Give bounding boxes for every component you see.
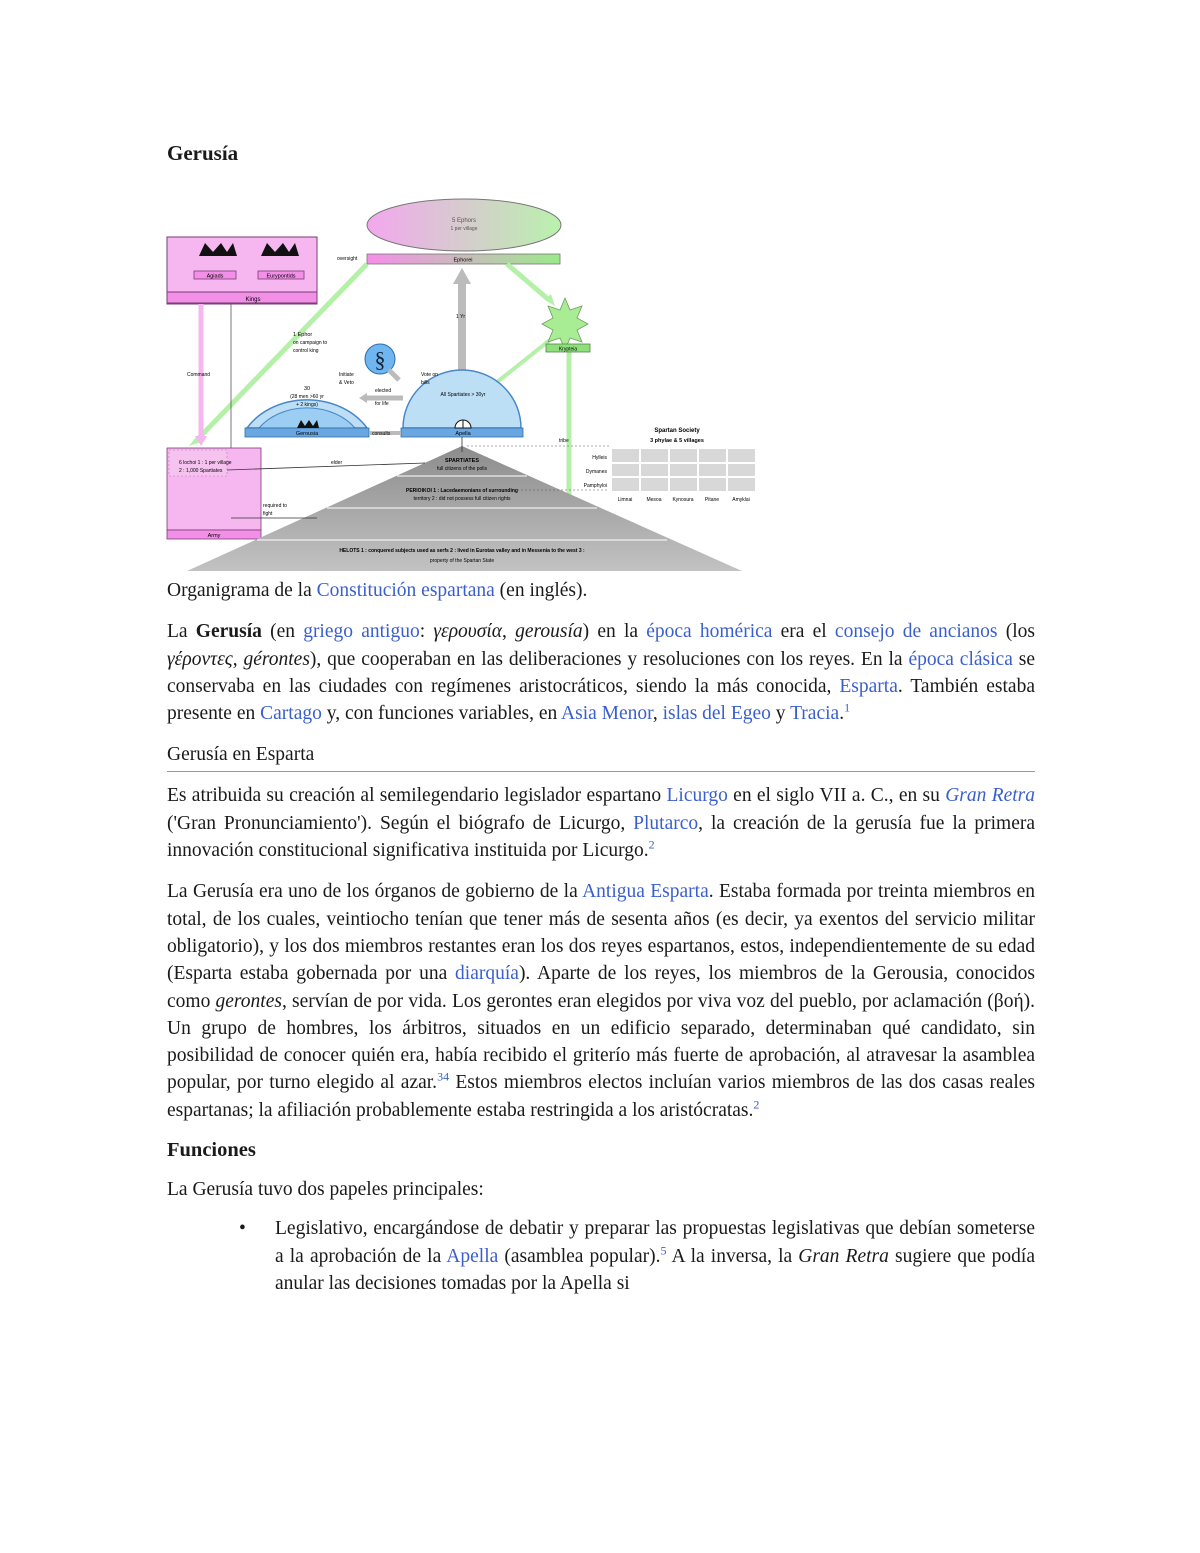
village-label: Pitane (704, 497, 720, 503)
paragraph-origin: Es atribuida su creación al semilegendario legislador espartano Licurgo en el siglo VII a. C., en su Gran Retra ('Gran Pronunciamiento'). Según el biógrafo de Licurgo, Plutarco, la creación de la gerusía fue la primera innovación constitucional significativa instituida por Licurgo.$^2$ (167, 785, 1036, 862)
svg-text:elder: elder (331, 460, 343, 466)
apella-label: Apella (455, 431, 471, 437)
organigram-figure (167, 170, 750, 573)
footnote-ref[interactable]: 1 (844, 700, 851, 715)
svg-text:bills: bills (421, 380, 430, 386)
spartiates-label: SPARTIATES (444, 458, 480, 464)
society-grid (611, 448, 756, 492)
lochoi-label: 6 lochoi 1 : 1 per village (179, 460, 232, 466)
link-esparta[interactable]: Esparta (839, 675, 898, 697)
paragraph-composition: La Gerusía era uno de los órganos de gobierno de la Antigua Esparta. Estaba formada por treinta miembros en total, de los cuales, veintiocho tenían que tener más de sesenta años (es decir, ya exentos del servicio militar obligatorio), y los dos miembros restantes eran los dos reyes espartanos, estos, independientemente de su edad (Esparta estaba gobernada por una diarquía). Aparte de los reyes, los miembros de la Gerousia, conocidos como gerontes, servían de por vida. Los gerontes eran elegidos por viva voz del pueblo, por aclamación (βοή). Un grupo de hombres, los árbitros, situados en un edificio separado, determinaban qué candidato, sin posibilidad de conocer quién era, había recibido el griterío más fuerte de aprobación, al atravesar la asamblea popular, por turno elegido al azar.$^{34}$ Estos miembros electos incluían varios miembros de las dos casas reales espartanas; la afiliación probablemente estaba restringida a los aristócratas.$^2$ (167, 881, 1036, 1121)
tribe-label: tribe (559, 438, 569, 444)
oversight-label: oversight (337, 256, 358, 262)
footnote-ref[interactable]: 5 (660, 1243, 667, 1258)
agiads-label: Agiads (206, 273, 224, 280)
spartiates-sub: full citizens of the polis (436, 466, 488, 472)
link-consejo-de-ancianos[interactable]: consejo de ancianos (834, 621, 998, 643)
list-item: • Legislativo, encargándose de debatir y preparar las propuestas legislativas que debían someterse a la aprobación de la Apella (asamblea popular).$^5$ A la inversa, la Gran Retra sugiere que podía anular las decisiones tomadas por la Apella si (275, 1215, 1035, 1297)
link-epoca-homerica[interactable]: época homérica (646, 621, 773, 643)
svg-text:(28 men >60 yr: (28 men >60 yr (290, 394, 324, 400)
page-title: Gerusía (167, 141, 239, 165)
perioikoi-label: PERIOIKOI 1 : Lacedaemonians of surrounding (406, 488, 518, 494)
link-plutarco[interactable]: Plutarco (633, 812, 699, 834)
command-label: Command (187, 372, 211, 378)
svg-text:30: 30 (303, 386, 311, 392)
footnote-ref[interactable]: 34 (437, 1069, 450, 1084)
army-label: Army (207, 533, 221, 539)
one-ephor-sub2: control king (293, 348, 319, 354)
ephors-label: 5 Ephors (451, 218, 477, 224)
perioikoi-sub: territory 2 : did not possess full citizen rights (413, 496, 511, 502)
link-licurgo[interactable]: Licurgo (666, 785, 728, 807)
one-ephor-label: 1 Ephor (293, 332, 313, 338)
helots-label: HELOTS 1 : conquered subjects used as serfs 2 : lived in Eurotas valley and in Messenia to the west 3 : (339, 548, 585, 554)
figure-caption: Organigrama de la Constitución espartana (en inglés). (167, 580, 588, 601)
svg-text:All Spartiates > 30yr: All Spartiates > 30yr (440, 392, 486, 398)
spartan-society-title: Spartan Society (654, 428, 700, 434)
document-page (167, 138, 1035, 1297)
lochoi2-label: 2 : 1,000 Spartiates (179, 468, 223, 474)
arrow-head (453, 268, 471, 284)
one-year-label: 1 Yr (456, 314, 466, 320)
required-label: required to (263, 503, 287, 509)
organigram-diagram (167, 170, 750, 573)
svg-text:& Veto: & Veto (339, 380, 354, 386)
link-asia-menor[interactable]: Asia Menor (561, 703, 653, 725)
krypteia-label: Krypteia (558, 346, 578, 353)
roles-list (167, 1215, 1035, 1297)
link-antigua-esparta[interactable]: Antigua Esparta (582, 881, 709, 903)
kings-bar (167, 292, 317, 303)
phylae-label: 3 phylae & 5 villages (650, 438, 704, 444)
village-label: Limnai (617, 497, 633, 503)
link-apella[interactable]: Apella (446, 1245, 499, 1267)
bullet-icon: • (239, 1218, 246, 1240)
village-label: Amyklai (732, 497, 750, 503)
svg-text:for life: for life (375, 401, 389, 407)
footnote-ref[interactable]: 2 (753, 1097, 760, 1112)
link-tracia[interactable]: Tracia (790, 703, 840, 725)
link-epoca-clasica[interactable]: época clásica (908, 648, 1013, 670)
gerousia-label: Gerousia (295, 431, 319, 437)
svg-text:Initiate: Initiate (339, 372, 354, 378)
svg-text:§: § (374, 347, 386, 372)
link-diarquia[interactable]: diarquía (455, 963, 519, 985)
link-islas-del-egeo[interactable]: islas del Egeo (662, 703, 771, 725)
svg-text:elected: elected (375, 388, 392, 394)
eurypontids-label: Eurypontids (266, 273, 296, 280)
footnote-ref[interactable]: 2 (648, 837, 655, 852)
pamphyloi-label: Pamphyloi (583, 483, 607, 489)
link-griego-antiguo[interactable]: griego antiguo (303, 621, 420, 643)
paragraph-roles-intro: La Gerusía tuvo dos papeles principales: (167, 1179, 484, 1201)
krypteia-arrow (507, 264, 549, 300)
section-heading-gerusia-esparta: Gerusía en Esparta (167, 741, 1035, 772)
fight-label: fight (263, 511, 273, 517)
svg-text:Vote on: Vote on (421, 372, 438, 378)
link-constitucion-espartana[interactable]: Constitución espartana (316, 580, 495, 601)
link-cartago[interactable]: Cartago (260, 703, 322, 725)
ephorei-label: Ephorei (453, 257, 473, 264)
svg-text:+ 2 kings): + 2 kings) (296, 402, 318, 408)
dymanes-label: Dymanes (585, 469, 607, 475)
village-label: Mesoa (646, 497, 662, 503)
ephors-sublabel: 1 per village (450, 226, 478, 232)
intro-paragraph: La Gerusía (en griego antiguo: γερουσία, gerousía) en la época homérica era el consejo de ancianos (los γέροντες, gérontes), que cooperaban en las deliberaciones y resoluciones con los reyes. En la época clásica se conservaba en las ciudades con regímenes aristocráticos, siendo la más conocida, Esparta. También estaba presente en Cartago y, con funciones variables, en Asia Menor, islas del Egeo y Tracia.$^1$ (167, 621, 1035, 725)
ephors-ellipse (367, 199, 561, 251)
link-gran-retra[interactable]: Gran Retra (945, 785, 1036, 807)
one-ephor-sub1: on campaign to (293, 340, 328, 346)
helots-sub: property of the Spartan State (429, 558, 495, 564)
kings-label: Kings (245, 297, 261, 303)
hylleis-label: Hylleis (592, 455, 607, 461)
village-label: Kynosura (672, 497, 694, 503)
svg-text:consults: consults (372, 431, 391, 437)
section-heading-funciones: Funciones (167, 1139, 256, 1162)
